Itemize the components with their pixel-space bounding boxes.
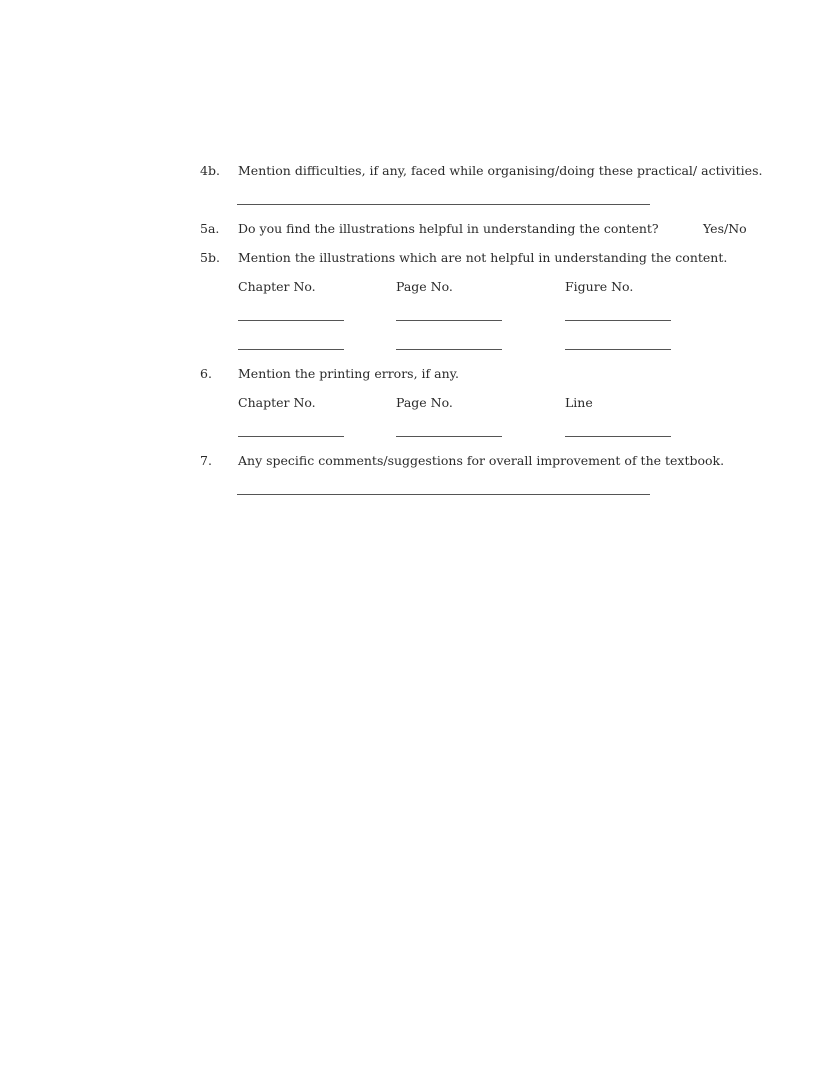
column-header-line-6: Line (565, 395, 593, 410)
question-text-4b: Mention difficulties, if any, faced while organising/doing these practical/ activities. (238, 163, 763, 178)
question-text-5a: Do you find the illustrations helpful in understanding the content? (238, 221, 659, 236)
answer-line-5b-page-1[interactable] (396, 320, 502, 321)
answer-line-6-line[interactable] (565, 436, 671, 437)
answer-line-5b-figure-1[interactable] (565, 320, 671, 321)
answer-line-5b-page-2[interactable] (396, 349, 502, 350)
answer-line-6-page[interactable] (396, 436, 502, 437)
question-number-4b: 4b. (200, 163, 220, 178)
answer-line-6-chapter[interactable] (238, 436, 344, 437)
answer-line-5b-figure-2[interactable] (565, 349, 671, 350)
question-number-5a: 5a. (200, 221, 220, 236)
answer-line-4b[interactable] (237, 204, 650, 205)
question-text-7: Any specific comments/suggestions for overall improvement of the textbook. (238, 453, 725, 468)
question-number-5b: 5b. (200, 250, 220, 265)
column-header-page-5b: Page No. (396, 279, 453, 294)
column-header-page-6: Page No. (396, 395, 453, 410)
answer-line-5b-chapter-2[interactable] (238, 349, 344, 350)
column-header-figure-5b: Figure No. (565, 279, 634, 294)
answer-line-7[interactable] (237, 494, 650, 495)
question-text-5b: Mention the illustrations which are not helpful in understanding the content. (238, 250, 728, 265)
question-number-6: 6. (200, 366, 212, 381)
question-text-6: Mention the printing errors, if any. (238, 366, 460, 381)
question-number-7: 7. (200, 453, 212, 468)
column-header-chapter-5b: Chapter No. (238, 279, 316, 294)
column-header-chapter-6: Chapter No. (238, 395, 316, 410)
yes-no-option-5a[interactable]: Yes/No (703, 221, 747, 236)
answer-line-5b-chapter-1[interactable] (238, 320, 344, 321)
